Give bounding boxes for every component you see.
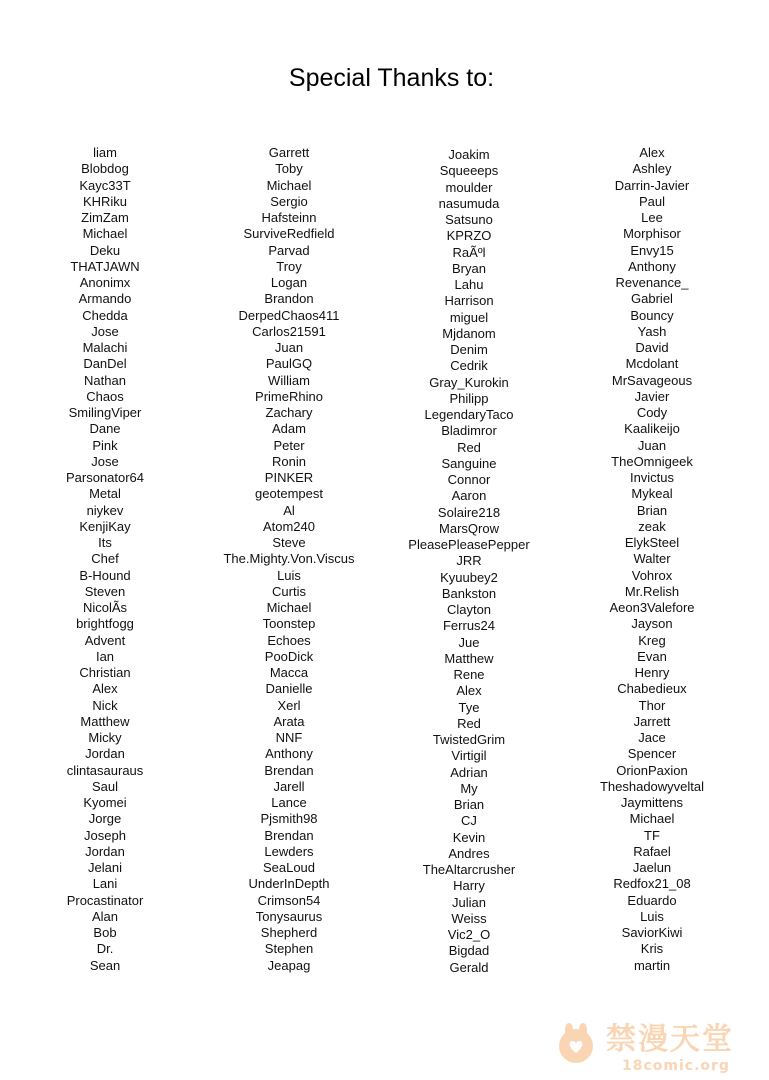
thanks-name: Adam [272,421,306,437]
thanks-name: JRR [456,553,482,569]
thanks-name: Tye [458,699,480,715]
thanks-name: Brendan [264,762,314,778]
thanks-name: Vohrox [631,567,673,583]
thanks-name: Michael [629,811,675,827]
thanks-name: Thor [638,697,666,713]
thanks-name: My [460,780,478,796]
thanks-name: Red [457,439,481,455]
thanks-name: Pink [92,437,118,453]
thanks-name: Stephen [264,941,314,957]
thanks-name: Carlos21591 [252,323,326,339]
thanks-name: Jace [638,730,666,745]
thanks-name: UnderInDepth [248,876,330,892]
thanks-name: Danielle [265,681,313,697]
thanks-name: Hafsteinn [261,210,317,225]
thanks-name: Shepherd [260,925,318,940]
thanks-name: Kreg [638,632,666,648]
watermark [552,1016,757,1078]
thanks-name: Juan [274,340,304,355]
thanks-name: Sean [89,957,121,973]
thanks-name: Jordan [85,746,125,762]
thanks-name: Alex [456,683,482,699]
thanks-name: Kaalikeijo [624,421,680,437]
thanks-name: Darrin-Javier [614,177,690,193]
thanks-name: Virtigil [451,748,487,764]
thanks-name: The.Mighty.Von.Viscus [223,551,355,567]
thanks-name: Chedda [82,307,128,323]
thanks-name: Atom240 [262,518,316,534]
thanks-name: Mr.Relish [624,583,680,599]
thanks-name: PINKER [264,470,314,485]
thanks-name: SurviveRedfield [243,226,335,242]
thanks-name: Revenance_ [615,275,689,290]
thanks-name: Zachary [265,405,313,420]
thanks-name: Luis [640,908,664,924]
thanks-name: Saul [91,778,119,794]
watermark-title: 禁漫天堂 [606,1022,734,1057]
thanks-name: Envy15 [630,242,674,258]
thanks-name: LegendaryTaco [424,407,514,422]
watermark-site: 18comic.org [622,1058,730,1074]
thanks-name: Gray_Kurokin [429,374,509,390]
thanks-name: Adrian [450,764,488,780]
thanks-name: MrSavageous [611,372,693,388]
name-column-2 [194,145,384,974]
thanks-name: Matthew [444,650,494,666]
thanks-name: clintasauraus [66,762,144,778]
thanks-name: Aeon3Valefore [609,600,695,615]
thanks-name: PleasePleasePepper [408,537,530,552]
thanks-name: Steve [272,535,306,550]
thanks-name: Bob [93,925,117,940]
thanks-name: Arata [273,713,305,729]
thanks-name: Brendan [264,827,314,843]
thanks-name: Blobdog [81,161,129,177]
thanks-name: SaviorKiwi [621,925,683,940]
thanks-name: OrionPaxion [616,762,688,778]
thanks-name: Eduardo [627,892,677,908]
thanks-name: Julian [452,894,486,910]
thanks-name: Xerl [277,697,301,713]
thanks-name: Nick [92,697,118,713]
thanks-name: SeaLoud [262,860,316,875]
thanks-name: Mykeal [631,486,673,502]
thanks-name: Micky [88,730,122,745]
thanks-name: Chabedieux [617,681,687,697]
thanks-name: Joseph [84,827,126,843]
thanks-name: Invictus [629,470,675,485]
name-column-1 [10,145,200,974]
thanks-name: Jelani [88,860,122,875]
thanks-name: Crimson54 [257,892,321,908]
thanks-name: TF [644,827,660,843]
thanks-name: Ashley [632,161,672,177]
thanks-name: Kevin [452,829,486,845]
thanks-name: Steven [84,583,126,599]
thanks-name: Jorge [88,811,122,827]
thanks-name: geotempest [255,486,323,502]
thanks-name: Alan [91,908,119,924]
thanks-name: Harrison [444,293,494,309]
thanks-name: Ian [95,648,115,664]
thanks-name: Toby [275,161,303,177]
thanks-name: Evan [637,648,667,664]
thanks-name: Parvad [268,242,310,258]
thanks-name: Cedrik [450,358,488,374]
thanks-name: William [268,372,310,388]
thanks-name: THATJAWN [70,258,140,274]
thanks-name: Jose [91,453,119,469]
thanks-name: Luis [277,567,301,583]
thanks-name: Bigdad [448,943,490,959]
thanks-name: Henry [634,665,670,680]
thanks-name: Spencer [627,746,677,762]
thanks-name: Mcdolant [625,356,679,372]
thanks-name: NNF [275,730,303,745]
thanks-name: Rene [453,667,485,682]
thanks-name: KPRZO [446,228,492,244]
thanks-name: Mjdanom [442,325,496,341]
thanks-name: Kris [640,941,664,957]
page-title: Special Thanks to: [288,64,495,92]
thanks-name: TheOmnigeek [611,453,693,469]
thanks-name: DerpedChaos411 [238,307,340,323]
thanks-name: David [635,340,669,355]
thanks-name: Weiss [451,910,487,926]
thanks-name: Kyuubey2 [440,569,498,585]
thanks-name: Procastinator [66,892,144,908]
thanks-name: Pjsmith98 [260,811,318,827]
thanks-name: Jaymittens [620,795,684,810]
thanks-name: liam [93,145,117,160]
thanks-name: KHRiku [82,193,128,209]
thanks-name: Brian [636,502,668,518]
thanks-name: Juan [637,437,667,453]
thanks-name: Jarrett [633,713,671,729]
thanks-name: MarsQrow [439,520,499,536]
thanks-name: Kayc33T [79,177,131,193]
thanks-name: Lance [271,795,307,810]
thanks-name: Gabriel [631,291,673,307]
thanks-name: Dane [89,421,121,437]
thanks-name: PaulGQ [265,356,313,372]
thanks-name: Macca [269,665,309,680]
thanks-name: Aaron [451,488,487,504]
thanks-name: Kyomei [83,795,127,810]
thanks-name: Alex [92,681,118,697]
thanks-name: Christian [79,665,131,680]
thanks-name: Yash [637,323,667,339]
thanks-name: Alex [639,145,665,160]
thanks-name: Ronin [272,453,306,469]
thanks-name: Sanguine [441,455,497,471]
thanks-name: Clayton [446,602,492,617]
thanks-name: Redfox21_08 [613,876,691,892]
thanks-name: Echoes [267,632,311,648]
thanks-name: Dr. [96,941,114,957]
thanks-name: Garrett [268,145,310,160]
thanks-name: Michael [266,600,312,615]
thanks-name: Morphisor [623,226,681,242]
thanks-name: Chef [91,551,119,567]
thanks-name: Brandon [264,291,314,307]
thanks-name: Brian [453,797,485,812]
thanks-name: Vic2_O [447,927,491,942]
thanks-name: Javier [634,388,670,404]
thanks-name: Anthony [628,258,676,274]
thanks-name: Jordan [85,843,125,859]
thanks-name: KenjiKay [79,518,131,534]
thanks-name: Metal [89,486,121,502]
thanks-name: moulder [445,179,493,195]
thanks-name: PrimeRhino [255,388,323,404]
thanks-name: Connor [447,472,491,487]
thanks-name: Toonstep [262,616,316,632]
thanks-name: Denim [450,342,488,357]
thanks-name: ElykSteel [624,535,680,550]
thanks-name: Anonimx [79,275,131,290]
thanks-name: Sergio [270,193,308,209]
thanks-name: martin [633,957,671,973]
thanks-name: zeak [638,518,666,534]
thanks-name: Lewders [264,843,314,859]
thanks-name: Nathan [84,372,126,388]
thanks-name: Gerald [449,959,489,975]
thanks-name: Peter [273,437,305,453]
thanks-name: SmilingViper [68,405,142,420]
thanks-name: Squeeeps [439,163,499,179]
thanks-name: Armando [78,291,132,307]
thanks-name: Lee [641,210,663,225]
thanks-name: Joakim [448,147,490,162]
thanks-name: Jaelun [632,860,672,875]
thanks-name: Logan [270,275,308,290]
thanks-name: Bouncy [630,307,674,323]
thanks-name: TwistedGrim [432,732,506,747]
thanks-name: Bladimror [441,423,497,439]
thanks-name: miguel [449,309,489,325]
thanks-name: Philipp [449,390,489,406]
mascot-logo-icon [554,1022,598,1066]
thanks-name: nasumuda [438,195,500,211]
thanks-name: Parsonator64 [65,470,145,485]
thanks-name: Al [283,502,295,518]
thanks-name: Ferrus24 [442,618,496,634]
thanks-name: Red [457,715,481,731]
thanks-name: Paul [638,193,666,209]
thanks-name: PooDick [264,648,314,664]
thanks-name: Advent [84,632,126,648]
thanks-name: Lani [92,876,118,892]
thanks-name: Chaos [86,388,124,404]
thanks-name: Jayson [631,616,673,632]
thanks-name: Jarell [273,778,305,794]
thanks-name: ZimZam [81,210,129,225]
thanks-name: Theshadowyveltal [599,778,705,794]
thanks-name: niykev [86,502,124,518]
thanks-name: Lahu [454,277,484,292]
thanks-name: Michael [266,177,312,193]
name-column-4 [557,145,747,974]
thanks-name: brightfogg [76,616,134,632]
thanks-name: Curtis [272,583,306,599]
thanks-name: Deku [89,242,121,258]
thanks-name: Jose [91,323,119,339]
thanks-name: Bankston [441,585,497,601]
thanks-name: Solaire218 [437,504,501,520]
thanks-name: Walter [633,551,671,567]
thanks-name: CJ [461,813,477,829]
thanks-name: Cody [636,405,668,420]
thanks-name: Michael [82,226,128,242]
thanks-name: Malachi [82,340,128,355]
thanks-name: Rafael [633,843,671,859]
thanks-name: NicolÃs [82,600,128,615]
thanks-name: Andres [448,845,490,861]
thanks-name: Troy [276,258,302,274]
thanks-name: DanDel [83,356,127,372]
thanks-name: Tonysaurus [255,908,323,924]
thanks-name: Harry [453,878,485,894]
name-column-3 [374,147,564,976]
thanks-name: Matthew [80,713,130,729]
thanks-name: RaÃºl [452,244,486,260]
thanks-name: Satsuno [445,212,493,227]
thanks-name: Its [98,535,112,550]
thanks-name: Jue [458,634,480,650]
thanks-name: Bryan [452,260,486,276]
thanks-name: B-Hound [79,567,131,583]
thanks-name: Anthony [265,746,313,762]
thanks-name: TheAltarcrusher [422,862,516,877]
thanks-name: Jeapag [267,957,311,973]
